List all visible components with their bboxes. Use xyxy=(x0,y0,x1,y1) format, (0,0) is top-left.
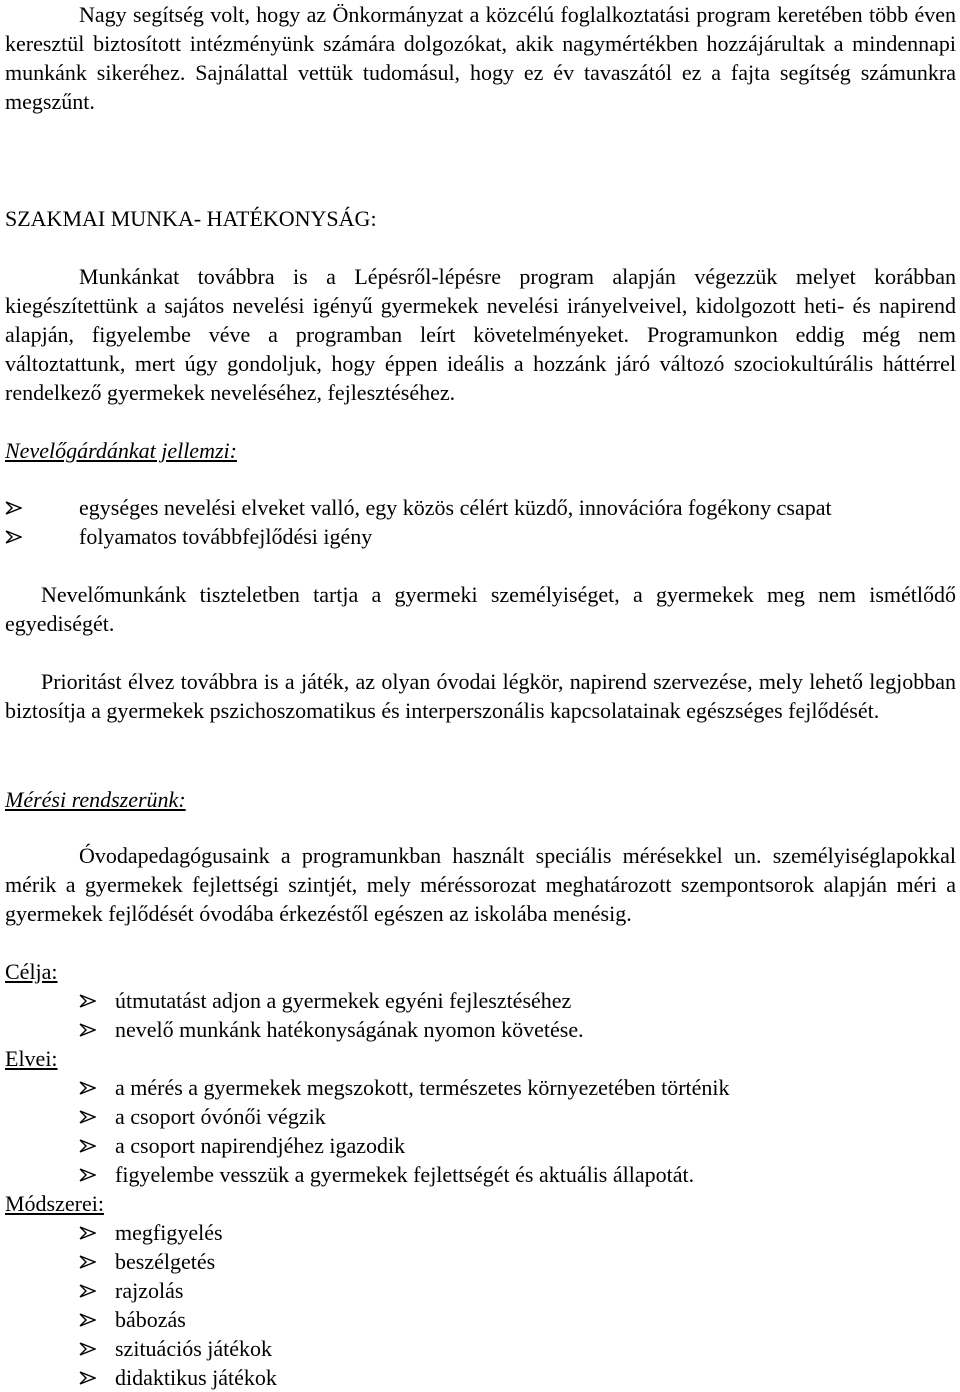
list-item-text: folyamatos továbbfejlődési igény xyxy=(79,524,373,549)
list-item-text: figyelembe vesszük a gyermekek fejlettségét és aktuális állapotát. xyxy=(115,1162,695,1187)
arrow-bullet-icon xyxy=(79,1218,97,1247)
list-item-text: didaktikus játékok xyxy=(115,1365,277,1390)
list-item xyxy=(5,493,832,522)
principles-label: Elvei: xyxy=(5,1046,58,1071)
arrow-bullet-icon xyxy=(5,493,23,522)
list-item xyxy=(5,1015,584,1044)
arrow-bullet-icon xyxy=(79,1276,97,1305)
staff-list xyxy=(5,493,832,551)
list-item xyxy=(5,1131,730,1160)
list-item-text: rajzolás xyxy=(115,1278,184,1303)
arrow-bullet-icon xyxy=(79,1015,97,1044)
goal-label: Célja: xyxy=(5,959,58,984)
arrow-bullet-icon xyxy=(79,1160,97,1189)
arrow-bullet-icon xyxy=(79,1363,97,1392)
staff-heading: Nevelőgárdánkat jellemzi: xyxy=(5,438,237,463)
priority-paragraph: Prioritást élvez továbbra is a játék, az olyan óvodai légkör, napirend szervezése, mely lehető legjobban biztosítja a gyermekek pszichoszomatikus és interperszonális kapcsolatainak egészséges fejlődését. xyxy=(5,669,956,723)
measure-paragraph: Óvodapedagógusaink a programunkban használt speciális mérésekkel un. személyiséglapokkal mérik a gyermekek fejlettségi szintjét, mely méréssorozat meghatározott szempontsorok alapján méri a gyermekek fejlődését óvodába érkezéstől egészen az iskolába menésig. xyxy=(5,843,956,926)
list-item xyxy=(5,1102,730,1131)
list-item-text: megfigyelés xyxy=(115,1220,223,1245)
personality-paragraph: Nevelőmunkánk tiszteletben tartja a gyermeki személyiséget, a gyermekek meg nem ismétlődő egyediségét. xyxy=(5,582,956,636)
list-item xyxy=(5,1305,277,1334)
list-item xyxy=(5,1218,277,1247)
arrow-bullet-icon xyxy=(79,1247,97,1276)
list-item xyxy=(5,522,832,551)
list-item-text: útmutatást adjon a gyermekek egyéni fejlesztéséhez xyxy=(115,988,572,1013)
list-item xyxy=(5,986,584,1015)
list-item-text: bábozás xyxy=(115,1307,186,1332)
arrow-bullet-icon xyxy=(79,1305,97,1334)
list-item-text: szituációs játékok xyxy=(115,1336,273,1361)
list-item xyxy=(5,1073,730,1102)
arrow-bullet-icon xyxy=(79,986,97,1015)
arrow-bullet-icon xyxy=(5,522,23,551)
list-item-text: a csoport óvónői végzik xyxy=(115,1104,326,1129)
list-item xyxy=(5,1334,277,1363)
list-item-text: egységes nevelési elveket valló, egy közös célért küzdő, innovációra fogékony csapat xyxy=(79,495,832,520)
principles-list xyxy=(5,1073,730,1189)
goal-list xyxy=(5,986,584,1044)
arrow-bullet-icon xyxy=(79,1073,97,1102)
intro-paragraph: Nagy segítség volt, hogy az Önkormányzat a közcélú foglalkoztatási program keretében több éven keresztül biztosított intézményünk számára dolgozókat, akik nagymértékben hozzájárultak a mindennapi munkánk sikeréhez. Sajnálattal vettük tudomásul, hogy ez év tavaszától ez a fajta segítség számunkra megszűnt. xyxy=(5,2,956,114)
arrow-bullet-icon xyxy=(79,1102,97,1131)
list-item xyxy=(5,1276,277,1305)
list-item xyxy=(5,1160,730,1189)
list-item-text: nevelő munkánk hatékonyságának nyomon követése. xyxy=(115,1017,584,1042)
list-item xyxy=(5,1363,277,1392)
arrow-bullet-icon xyxy=(79,1334,97,1363)
methods-label: Módszerei: xyxy=(5,1191,104,1216)
methods-list xyxy=(5,1218,277,1392)
section-heading: SZAKMAI MUNKA- HATÉKONYSÁG: xyxy=(5,206,377,231)
list-item xyxy=(5,1247,277,1276)
program-paragraph: Munkánkat továbbra is a Lépésről-lépésre program alapján végezzük melyet korábban kiegészítettünk a sajátos nevelési igényű gyermekek nevelési irányelveivel, kidolgozott heti- és napirend alapján, figyelembe véve a programban leírt követelményeket. Programunkon eddig még nem változtattunk, mert úgy gondoljuk, hogy éppen ideális a hozzánk járó változó szociokultúrális háttérrel rendelkező gyermekek neveléséhez, fejlesztéséhez. xyxy=(5,264,956,405)
arrow-bullet-icon xyxy=(79,1131,97,1160)
list-item-text: beszélgetés xyxy=(115,1249,216,1274)
list-item-text: a csoport napirendjéhez igazodik xyxy=(115,1133,406,1158)
measure-heading: Mérési rendszerünk: xyxy=(5,787,186,812)
list-item-text: a mérés a gyermekek megszokott, természetes környezetében történik xyxy=(115,1075,730,1100)
